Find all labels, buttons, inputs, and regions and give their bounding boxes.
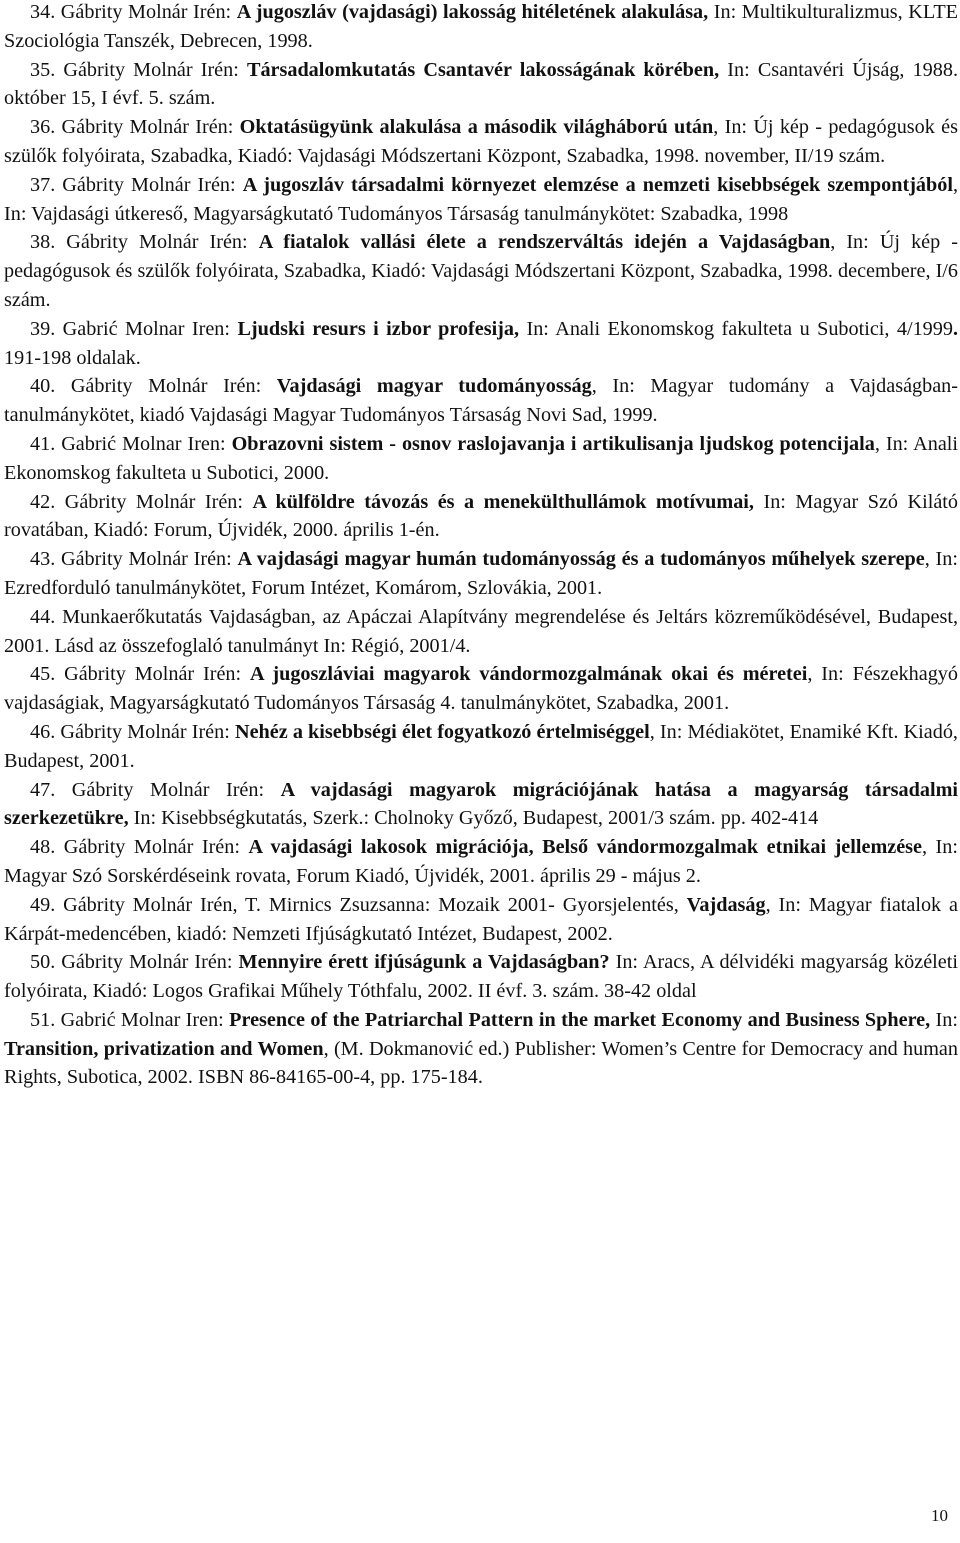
bibliography-entry-46 (4, 718, 958, 776)
bibliography-entry-38 (4, 228, 958, 314)
entry-text: 34. Gábrity Molnár Irén: (30, 1, 237, 23)
entry-punctuation: . (952, 317, 959, 340)
entry-title: A vajdasági magyar humán tudományosság és a tudományos műhelyek szerepe (237, 548, 925, 571)
entry-text: , In: Magyar Szó Sorskérdéseink rovata, Forum Kiadó, Újvidék, 2001. április 29 - május 2. (4, 836, 958, 887)
entry-text: 37. Gábrity Molnár Irén: (30, 173, 243, 196)
bibliography-entry-34 (4, 0, 958, 56)
entry-text: , In: Új kép - pedagógusok és szülők folyóirata, Szabadka, Kiadó: Vajdasági Módszertani Központ, Szabadka, 1998. decembere, I/6 szám. (4, 231, 958, 311)
entry-title: Oktatásügyünk alakulása a második világháború után (239, 116, 714, 139)
entry-title: Társadalomkutatás Csantavér lakosságának körében, (246, 58, 720, 81)
entry-text: 41. Gabrić Molnar Iren: (30, 432, 232, 455)
entry-text: , In: Ezredforduló tanulmánykötet, Forum Intézet, Komárom, Szlovákia, 2001. (4, 548, 958, 599)
entry-text: In: Kisebbségkutatás, Szerk.: Cholnoky Győző, Budapest, 2001/3 szám. pp. 402-414 (128, 807, 819, 830)
bibliography-entry-49 (4, 891, 958, 949)
entry-text: 48. Gábrity Molnár Irén: (30, 836, 249, 859)
entry-text: 43. Gábrity Molnár Irén: (30, 548, 238, 571)
entry-text: 51. Gabrić Molnar Iren: (30, 1008, 230, 1031)
entry-title: A külföldre távozás és a menekülthullámok motívumai, (252, 490, 754, 513)
bibliography-entry-35 (4, 56, 958, 114)
entry-title: A jugoszláv (vajdasági) lakosság hitéletének alakulása, (236, 1, 709, 23)
bibliography-list (4, 0, 958, 1092)
entry-text: 44. Munkaerőkutatás Vajdaságban, az Apáczai Alapítvány megrendelése és Jeltárs közreműködésével, Budapest, 2001. Lásd az összefoglaló tanulmányt In: Régió, 2001/4. (4, 605, 958, 657)
bibliography-entry-41 (4, 430, 958, 488)
entry-title: Ljudski resurs i izbor profesija, (237, 317, 520, 340)
entry-text: In: Csantavéri Újság, 1988. október 15, I évf. 5. szám. (4, 58, 958, 110)
entry-title: Mennyire érett ifjúságunk a Vajdaságban? (238, 951, 610, 974)
entry-text: 36. Gábrity Molnár Irén: (30, 116, 240, 139)
bibliography-entry-37 (4, 171, 958, 229)
entry-text: In: Multikulturalizmus, KLTE Szociológia Tanszék, Debrecen, 1998. (4, 1, 958, 52)
bibliography-entry-51 (4, 1006, 958, 1092)
bibliography-entry-36 (4, 113, 958, 171)
entry-text: 39. Gabrić Molnar Iren: (30, 317, 238, 340)
bibliography-entry-39 (4, 315, 958, 373)
entry-book-title: Transition, privatization and Women (4, 1037, 324, 1060)
entry-title: A fiatalok vallási élete a rendszerváltás idején a Vajdaságban (258, 231, 831, 254)
entry-text: 42. Gábrity Molnár Irén: (30, 490, 253, 513)
entry-title: A jugoszláviai magyarok vándormozgalmának okai és méretei (250, 663, 808, 686)
bibliography-entry-42 (4, 488, 958, 546)
entry-text: 50. Gábrity Molnár Irén: (30, 951, 239, 974)
entry-text: , In: Magyar tudomány a Vajdaságban- tanulmánykötet, kiadó Vajdasági Magyar Tudományos Társaság Novi Sad, 1999. (4, 375, 958, 427)
entry-title: A vajdasági lakosok migrációja, Belső vándormozgalmak etnikai jellemzése (248, 836, 922, 859)
bibliography-entry-40 (4, 372, 958, 430)
entry-title: A jugoszláv társadalmi környezet elemzése a nemzeti kisebbségek szempontjából (242, 173, 953, 196)
entry-text: In: Aracs, A délvidéki magyarság közéleti folyóirata, Kiadó: Logos Grafikai Műhely Tóthfalu, 2002. II évf. 3. szám. 38-42 oldal (4, 951, 958, 1003)
entry-text: , In: Magyar fiatalok a Kárpát-medencében, kiadó: Nemzeti Ifjúságkutató Intézet, Budapest, 2002. (4, 893, 958, 945)
entry-text: 40. Gábrity Molnár Irén: (30, 375, 277, 398)
entry-text: 35. Gábrity Molnár Irén: (30, 58, 247, 81)
bibliography-entry-50 (4, 948, 958, 1006)
entry-text: In: Anali Ekonomskog fakulteta u Subotici, 4/1999 (519, 317, 953, 340)
entry-text: In: Magyar Szó Kilátó rovatában, Kiadó: Forum, Újvidék, 2000. április 1-én. (4, 490, 958, 542)
entry-title: Nehéz a kisebbségi élet fogyatkozó értelmiséggel (235, 720, 650, 743)
entry-text: In: (930, 1008, 958, 1031)
page-number: 10 (931, 1506, 948, 1525)
entry-text: 46. Gábrity Molnár Irén: (30, 720, 235, 743)
entry-text: , In: Anali Ekonomskog fakulteta u Subotici, 2000. (4, 432, 958, 484)
entry-title: Vajdasági magyar tudományosság (276, 375, 592, 398)
entry-text: , In: Új kép - pedagógusok és szülők folyóirata, Szabadka, Kiadó: Vajdasági Módszertani Központ, Szabadka, 1998. november, II/19 szám. (4, 116, 958, 167)
bibliography-entry-45 (4, 660, 958, 718)
entry-text: , In: Vajdasági útkereső, Magyarságkutató Tudományos Társaság tanulmánykötet: Szabadka, 1998 (4, 173, 958, 225)
entry-title: Vajdaság (686, 893, 766, 916)
entry-text: , (M. Dokmanović ed.) Publisher: Women’s Centre for Democracy and human Rights, Subotica, 2002. ISBN 86-84165-00-4, pp. 175-184. (4, 1037, 958, 1089)
entry-text: 45. Gábrity Molnár Irén: (30, 663, 251, 686)
bibliography-entry-44 (4, 603, 958, 661)
bibliography-entry-47 (4, 776, 958, 834)
entry-text: 49. Gábrity Molnár Irén, T. Mirnics Zsuzsanna: Mozaik 2001- Gyorsjelentés, (30, 893, 687, 916)
entry-text: , In: Fészekhagyó vajdaságiak, Magyarságkutató Tudományos Társaság 4. tanulmánykötet, Szabadka, 2001. (4, 663, 958, 715)
entry-title: Presence of the Patriarchal Pattern in the market Economy and Business Sphere, (229, 1008, 931, 1031)
entry-text: 47. Gábrity Molnár Irén: (30, 778, 281, 801)
bibliography-entry-43 (4, 545, 958, 603)
entry-text: 191-198 oldalak. (4, 346, 141, 369)
entry-text: 38. Gábrity Molnár Irén: (30, 231, 259, 254)
entry-title: Obrazovni sistem - osnov raslojavanja i artikulisanja ljudskog potencijala (231, 432, 875, 455)
bibliography-entry-48 (4, 833, 958, 891)
entry-title: A vajdasági magyarok migrációjának hatása a magyarság társadalmi szerkezetükre, (4, 778, 958, 830)
entry-text: , In: Médiakötet, Enamiké Kft. Kiadó, Budapest, 2001. (4, 720, 958, 772)
